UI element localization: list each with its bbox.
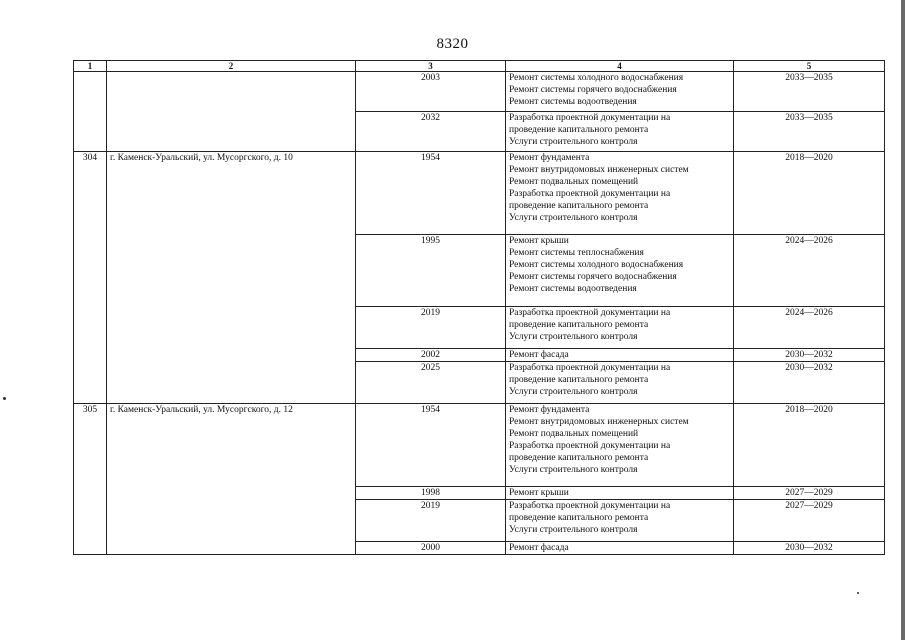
table-row [74,152,885,235]
scan-speck [857,592,859,594]
col-header-4: 4 [506,61,734,72]
work-item: Ремонт системы холодного водоснабжения [509,260,684,270]
table-body [74,72,885,555]
building-address [107,72,356,152]
table-row [74,72,885,112]
scan-speck [3,397,6,400]
work-item: проведение капитального ремонта [509,201,649,211]
row-number: 304 [74,152,107,404]
table-row [74,404,885,487]
repair-year: 2003 [356,72,506,112]
repair-year: 2000 [356,542,506,555]
work-item: Ремонт фасада [509,350,569,360]
repair-period: 2018—2020 [734,404,885,487]
work-item: Услуги строительного контроля [509,137,638,147]
row-number [74,72,107,152]
work-item: Разработка проектной документации на [509,363,671,373]
repair-period: 2030—2032 [734,542,885,555]
repair-works [506,487,734,500]
repair-period: 2024—2026 [734,307,885,349]
scan-border [901,0,905,640]
repair-year: 2019 [356,307,506,349]
repair-period: 2033—2035 [734,112,885,152]
repair-works [506,542,734,555]
work-item: Разработка проектной документации на [509,441,671,451]
repair-year: 2002 [356,349,506,362]
repair-works [506,112,734,152]
repair-works [506,500,734,542]
repair-period: 2018—2020 [734,152,885,235]
repair-year: 2025 [356,362,506,404]
work-item: Ремонт системы теплоснабжения [509,248,644,258]
repair-year: 1998 [356,487,506,500]
work-item: Услуги строительного контроля [509,525,638,535]
work-item: Ремонт подвальных помещений [509,429,639,439]
repair-period: 2027—2029 [734,500,885,542]
work-item: Ремонт системы холодного водоснабжения [509,73,684,83]
work-item: Ремонт подвальных помещений [509,177,639,187]
work-item: Услуги строительного контроля [509,465,638,475]
work-item: Услуги строительного контроля [509,387,638,397]
col-header-3: 3 [356,61,506,72]
work-item: Ремонт системы водоотведения [509,97,637,107]
work-item: Ремонт внутридомовых инженерных систем [509,417,689,427]
repair-year: 1995 [356,235,506,307]
work-item: Ремонт системы горячего водоснабжения [509,85,677,95]
work-item: проведение капитального ремонта [509,375,649,385]
work-item: Ремонт фундамента [509,405,590,415]
repair-period: 2030—2032 [734,349,885,362]
work-item: проведение капитального ремонта [509,453,649,463]
building-address: г. Каменск-Уральский, ул. Мусоргского, д. 10 [107,152,356,404]
work-item: Ремонт фундамента [509,153,590,163]
work-item: Ремонт крыши [509,236,569,246]
work-item: Разработка проектной документации на [509,308,671,318]
col-header-2: 2 [107,61,356,72]
repair-period: 2024—2026 [734,235,885,307]
work-item: Услуги строительного контроля [509,213,638,223]
repair-period: 2027—2029 [734,487,885,500]
repair-period: 2030—2032 [734,362,885,404]
work-item: Ремонт фасада [509,543,569,553]
repair-works [506,404,734,487]
repair-year: 2032 [356,112,506,152]
building-address: г. Каменск-Уральский, ул. Мусоргского, д. 12 [107,404,356,555]
repair-year: 1954 [356,404,506,487]
work-item: Ремонт крыши [509,488,569,498]
repair-schedule-table [73,60,885,555]
work-item: проведение капитального ремонта [509,513,649,523]
work-item: Разработка проектной документации на [509,189,671,199]
work-item: Ремонт системы водоотведения [509,284,637,294]
col-header-1: 1 [74,61,107,72]
repair-works [506,349,734,362]
col-header-5: 5 [734,61,885,72]
repair-year: 2019 [356,500,506,542]
repair-works [506,362,734,404]
repair-works [506,152,734,235]
work-item: проведение капитального ремонта [509,125,649,135]
work-item: Разработка проектной документации на [509,501,671,511]
work-item: Услуги строительного контроля [509,332,638,342]
repair-works [506,235,734,307]
work-item: проведение капитального ремонта [509,320,649,330]
repair-period: 2033—2035 [734,72,885,112]
work-item: Разработка проектной документации на [509,113,671,123]
row-number: 305 [74,404,107,555]
repair-works [506,307,734,349]
repair-works [506,72,734,112]
work-item: Ремонт внутридомовых инженерных систем [509,165,689,175]
page-number: 8320 [436,36,469,52]
header-row [74,61,885,72]
work-item: Ремонт системы горячего водоснабжения [509,272,677,282]
repair-year: 1954 [356,152,506,235]
